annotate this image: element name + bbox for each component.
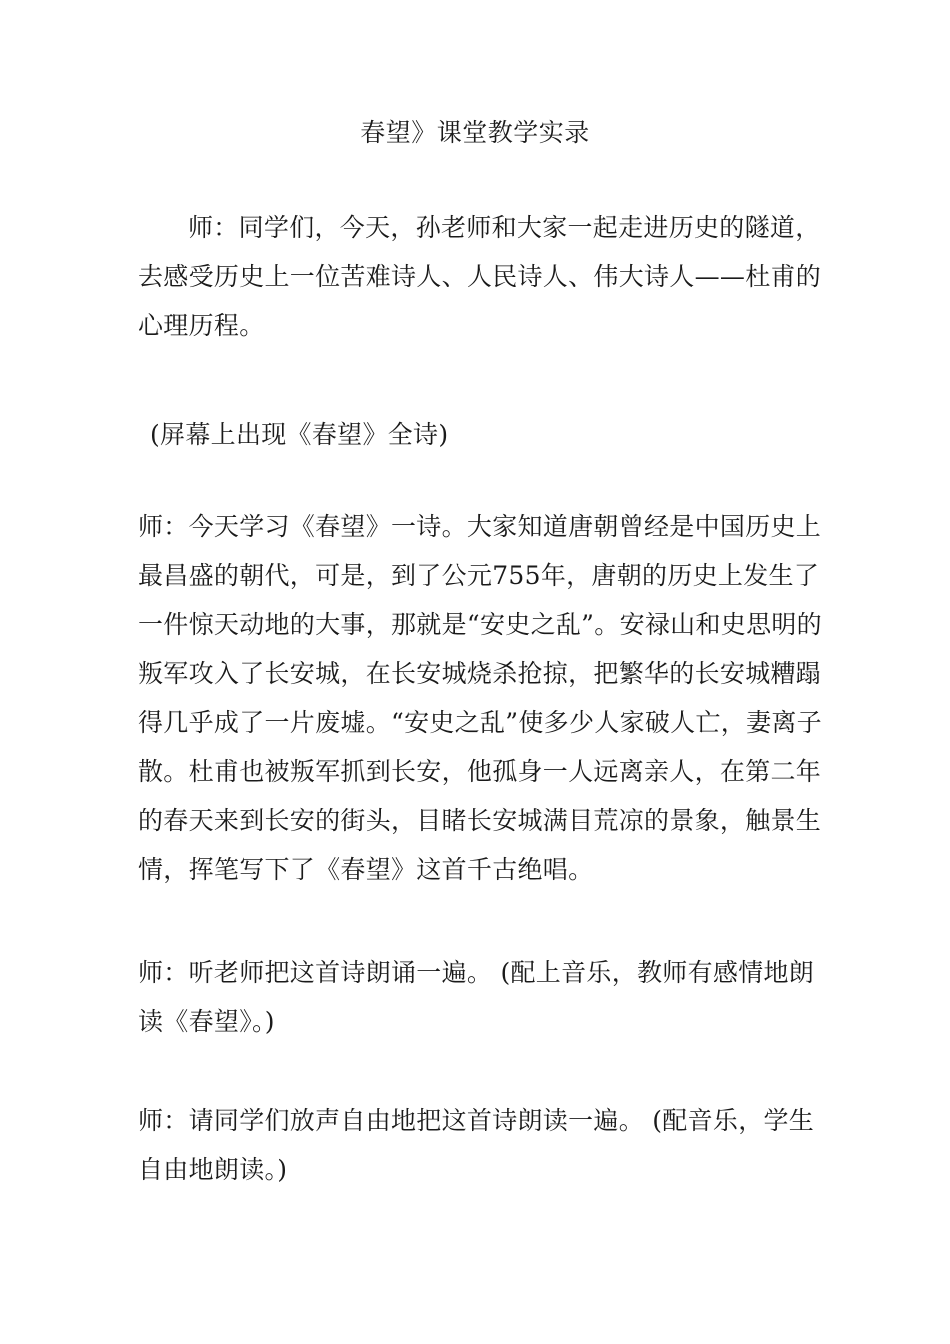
paragraph-screen-note: (屏幕上出现《春望》全诗) bbox=[150, 420, 449, 449]
paragraph-teacher-recital: 师：听老师把这首诗朗诵一遍。 (配上音乐，教师有感情地朗读《春望》。) bbox=[138, 958, 815, 1036]
document-title: 春望》课堂教学实录 bbox=[360, 118, 590, 147]
paragraph-student-reading: 师：请同学们放声自由地把这首诗朗读一遍。 (配音乐，学生自由地朗读。) bbox=[138, 1106, 815, 1184]
paragraph-teacher-intro: 师：同学们，今天，孙老师和大家一起走进历史的隧道，去感受历史上一位苦难诗人、人民诗人、伟大诗人——杜甫的心理历程。 bbox=[138, 213, 822, 340]
paragraph-historical-background: 师：今天学习《春望》一诗。大家知道唐朝曾经是中国历史上最昌盛的朝代，可是，到了公元755年，唐朝的历史上发生了一件惊天动地的大事，那就是“安史之乱”。安禄山和史思明的叛军攻入了长安城，在长安城烧杀抢掠，把繁华的长安城糟蹋得几乎成了一片废墟。“安史之乱”使多少人家破人亡，妻离子散。杜甫也被叛军抓到长安，他孤身一人远离亲人，在第二年的春天来到长安的街头，目睹长安城满目荒凉的景象，触景生情，挥笔写下了《春望》这首千古绝唱。 bbox=[138, 512, 822, 884]
